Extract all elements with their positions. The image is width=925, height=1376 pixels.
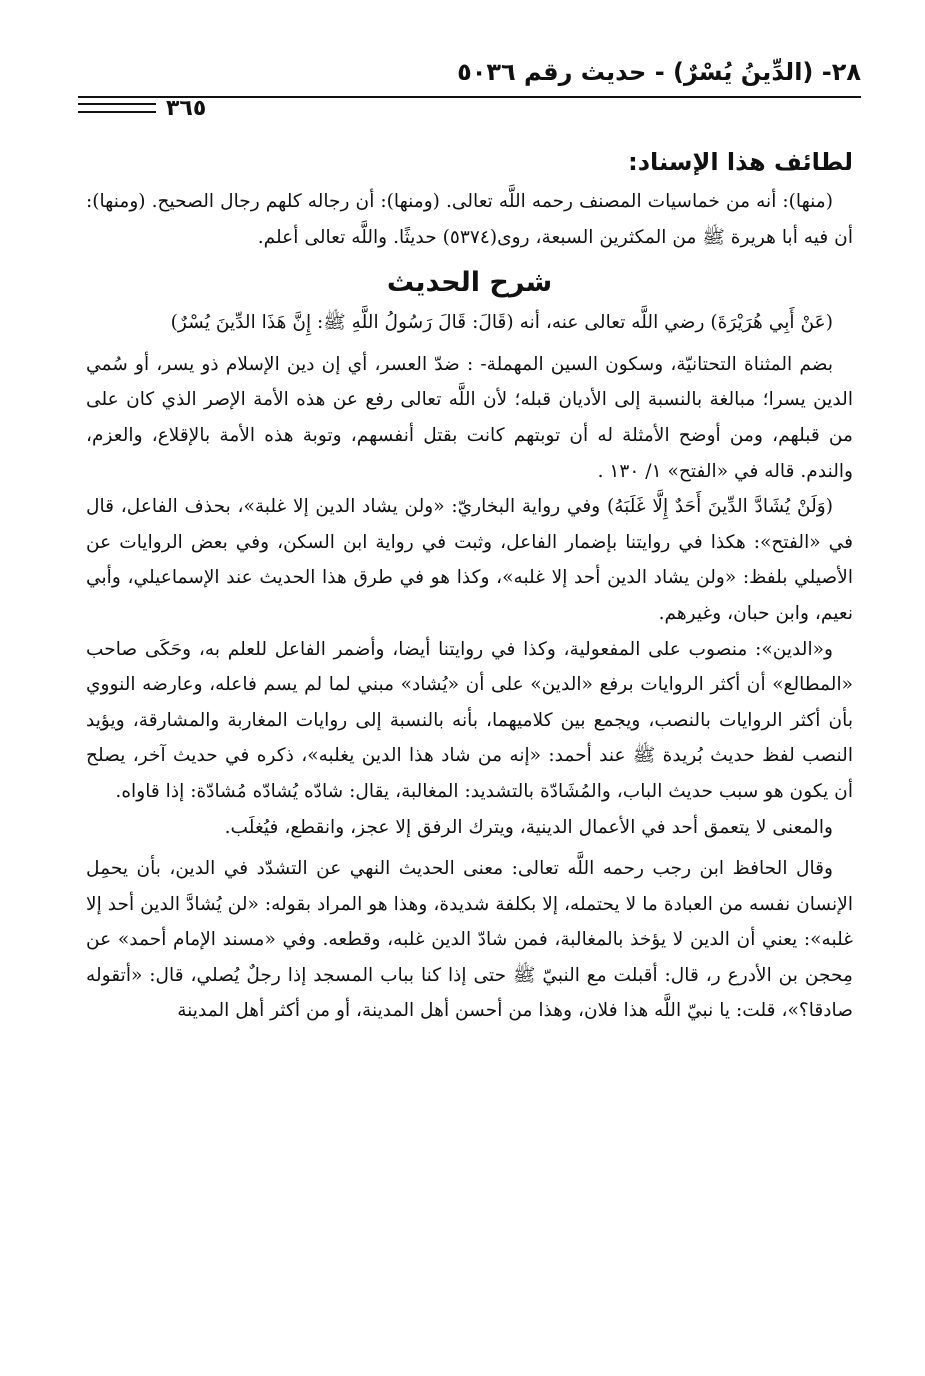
isnad-paragraph: (منها): أنه من خماسيات المصنف رحمه اللَّه تعالى. (ومنها): أن رجاله كلهم رجال الصحيح. (ومنها): أن فيه أبا هريرة ﷺ من المكثرين السبعة، روى(٥٣٧٤) حديثًا. واللَّه تعالى أعلم.: [86, 191, 853, 248]
paragraph-al-din-mansub: و«الدين»: منصوب على المفعولية، وكذا في روايتنا أيضا، وأضمر الفاعل للعلم به، وحَكَى صاحب «المطالع» أن أكثر الروايات برفع «الدين» على أن «يُشاد» مبني لما لم يسم فاعله، وعارضه النووي بأن أكثر الروايات بالنصب، ويجمع بين كلاميهما، بأنه بالنسبة إلى روايات المغاربة والمشارقة، ويؤيد النصب لفظ حديث بُريدة ﷺ عند أحمد: «إنه من شاد هذا الدين يغلبه»، ذكره في حديث آخر، يصلح أن يكون هو سبب حديث الباب، والمُشَادّة بالتشديد: المغالبة، يقال: شادّه يُشادّه مُشادّة: إذا قاواه.: [86, 638, 853, 802]
isnad-heading: لطائف هذا الإسناد:: [628, 148, 853, 176]
chapter-title: ٢٨- (الدِّينُ يُسْرٌ) - حديث رقم ٥٠٣٦: [457, 58, 861, 86]
paragraph-ibn-rajab: وقال الحافظ ابن رجب رحمه اللَّه تعالى: معنى الحديث النهي عن التشدّد في الدين، بأن يحمِل الإنسان نفسه من العبادة ما لا يحتمله، إلا بكلفة شديدة، وهذا هو المراد بقوله: «لن يُشادَّ الدين أحد إلا غلبه»: يعني أن الدين لا يؤخذ بالمغالبة، فمن شادّ الدين غلبه، وقطعه. وفي «مسند الإمام أحمد» عن مِحجن بن الأدرع ر، قال: أقبلت مع النبيّ ﷺ حتى إذا كنا بباب المسجد إذا رجلٌ يُصلي، قال: «أتقوله صادقا؟»، قلت: يا نبيّ اللَّه هذا فلان، وهذا من أحسن أهل المدينة، أو من أكثر أهل المدينة: [86, 858, 853, 1022]
sharh-heading: شرح الحديث: [386, 267, 553, 299]
paragraph-yusr: بضم المثناة التحتانيّة، وسكون السين المهملة- : ضدّ العسر، أي إن دين الإسلام ذو يسر، أو سُمي الدين يسرا؛ مبالغة بالنسبة إلى الأديان قبله؛ لأن اللَّه تعالى رفع عن هذه الأمة الإصر الذي كان على من قبلهم، ومن أوضح الأمثلة له أن توبتهم كانت بقتل أنفسهم، وتوبة هذه الأمة بالإقلاع، والعزم، والندم. قاله في «الفتح» ١/ ١٣٠ .: [86, 353, 853, 482]
hadith-opening: (عَنْ أَبِي هُرَيْرَةَ) رضي اللَّه تعالى عنه، أنه (قَالَ: قَالَ رَسُولُ اللَّهِ ﷺ: إِنَّ هَذَا الدِّينَ يُسْرٌ): [170, 312, 833, 334]
page-number: ٣٦٥: [166, 95, 207, 121]
page-number-group: [78, 96, 318, 120]
page-number-double-rule: [78, 103, 156, 113]
page-body: [86, 142, 853, 1352]
running-header: [78, 58, 861, 120]
paragraph-lan-yushadd: (وَلَنْ يُشَادَّ الدِّينَ أَحَدٌ إِلَّا غَلَبَهُ) وفي رواية البخاريّ: «ولن يشاد الدين إلا غلبة»، بحذف الفاعل، قال في «الفتح»: هكذا في روايتنا بإضمار الفاعل، وثبت في رواية ابن السكن، وفي بعض الروايات عن الأصيلي بلفظ: «ولن يشاد الدين أحد إلا غلبه»، وكذا هو في طرق هذا الحديث عند الإسماعيلي، وأبي نعيم، وابن حبان، وغيرهم.: [86, 496, 853, 624]
paragraph-meaning: والمعنى لا يتعمق أحد في الأعمال الدينية، ويترك الرفق إلا عجز، وانقطع، فيُغلَب.: [224, 816, 833, 838]
